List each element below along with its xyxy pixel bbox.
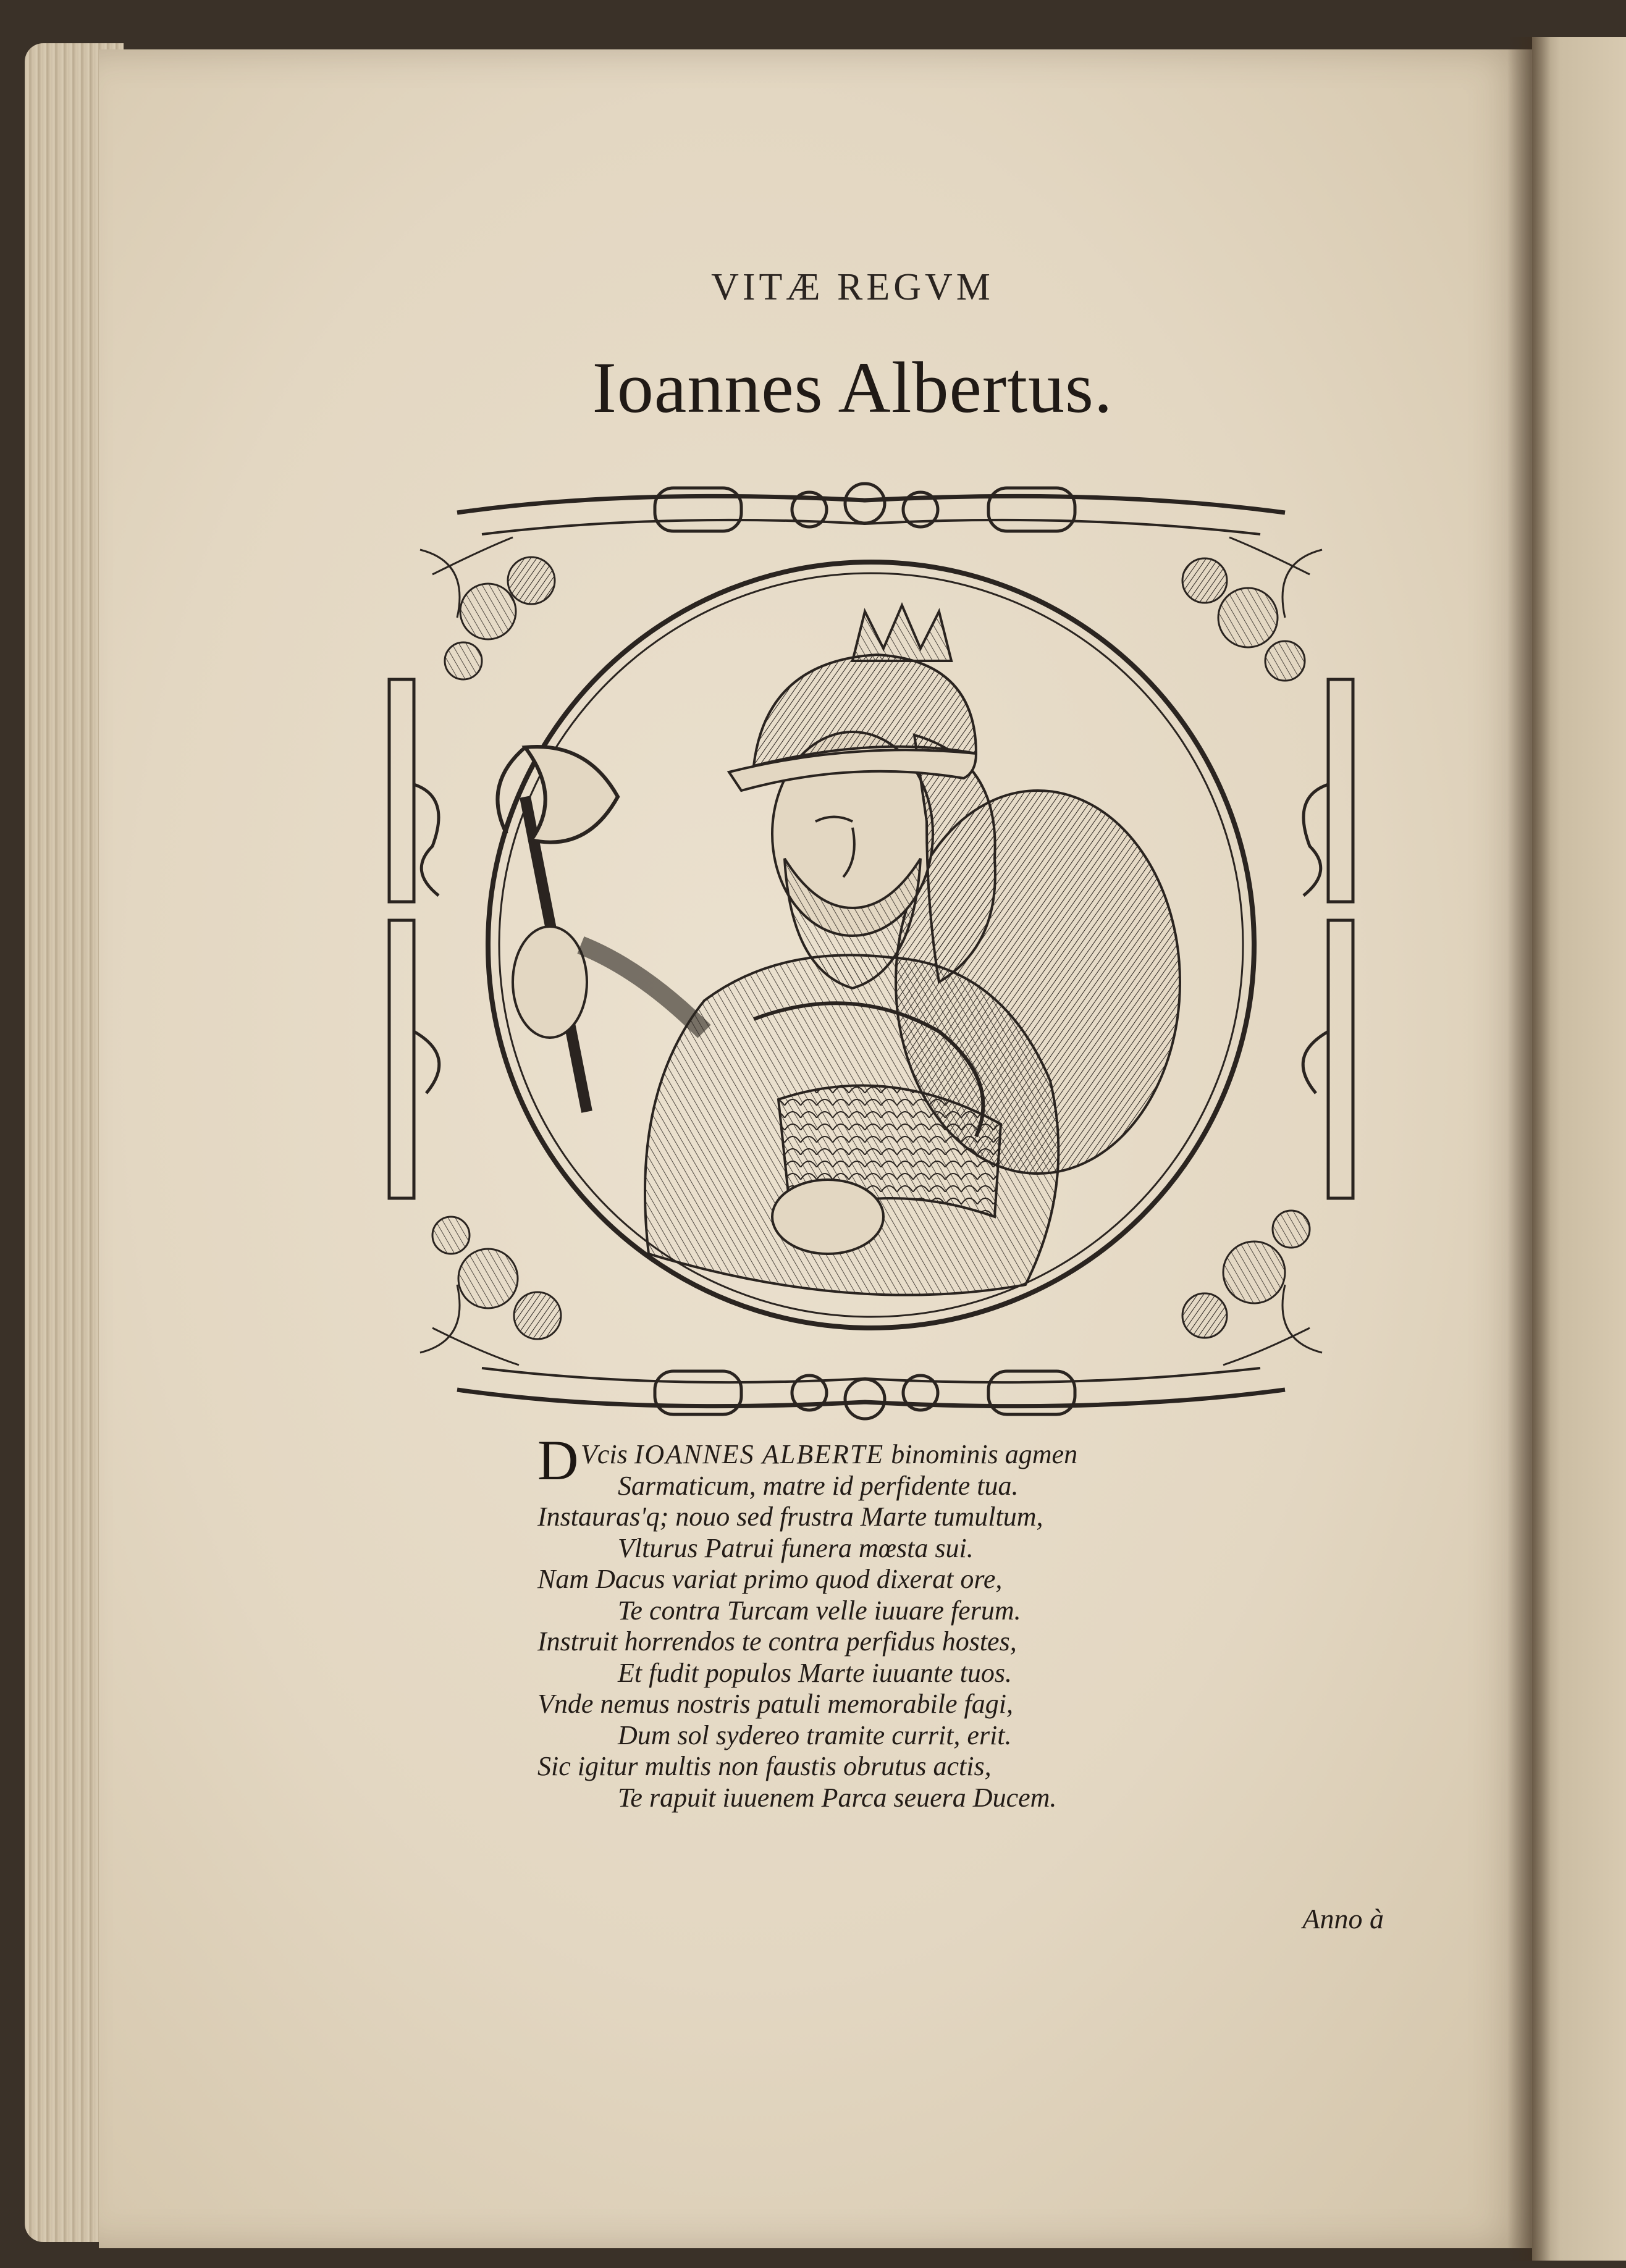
poem-line: Et fudit populos Marte iuuante tuos. xyxy=(618,1657,1012,1688)
running-header: VITÆ REGVM xyxy=(711,266,994,308)
poem-line: Instruit horrendos te contra perfidus hostes, xyxy=(537,1626,1017,1657)
poem-first-line xyxy=(537,1439,1353,1471)
poem-line: Sarmaticum, matre id perfidente tua. xyxy=(618,1470,1019,1501)
page-title: Ioannes Albertus. xyxy=(592,347,1113,428)
poem-line: Te rapuit iuuenem Parca seuera Ducem. xyxy=(618,1782,1057,1813)
book-gutter xyxy=(1507,37,1551,2261)
first-line-start: Vcis xyxy=(581,1439,628,1469)
poem-lines xyxy=(537,1471,1353,1814)
king-figure xyxy=(497,605,1180,1295)
first-line-end: binominis agmen xyxy=(891,1439,1078,1469)
poem-line: Dum sol sydereo tramite currit, erit. xyxy=(618,1720,1012,1750)
poem-line: Vlturus Patrui funera mœsta sui. xyxy=(618,1532,974,1563)
first-line-caps: IOANNES ALBERTE xyxy=(634,1439,885,1469)
drop-cap: D xyxy=(537,1429,579,1492)
poem-line: Sic igitur multis non faustis obrutus actis, xyxy=(537,1751,992,1781)
poem-line: Vnde nemus nostris patuli memorabile fagi, xyxy=(537,1689,1013,1719)
poem xyxy=(537,1439,1353,1813)
catchword: Anno à xyxy=(1302,1903,1384,1934)
poem-line: Nam Dacus variat primo quod dixerat ore, xyxy=(537,1564,1003,1594)
poem-line: Instauras'q; nouo sed frustra Marte tumultum, xyxy=(537,1502,1043,1532)
woodcut-portrait-icon xyxy=(383,476,1359,1427)
poem-line: Te contra Turcam velle iuuare ferum. xyxy=(618,1595,1021,1626)
